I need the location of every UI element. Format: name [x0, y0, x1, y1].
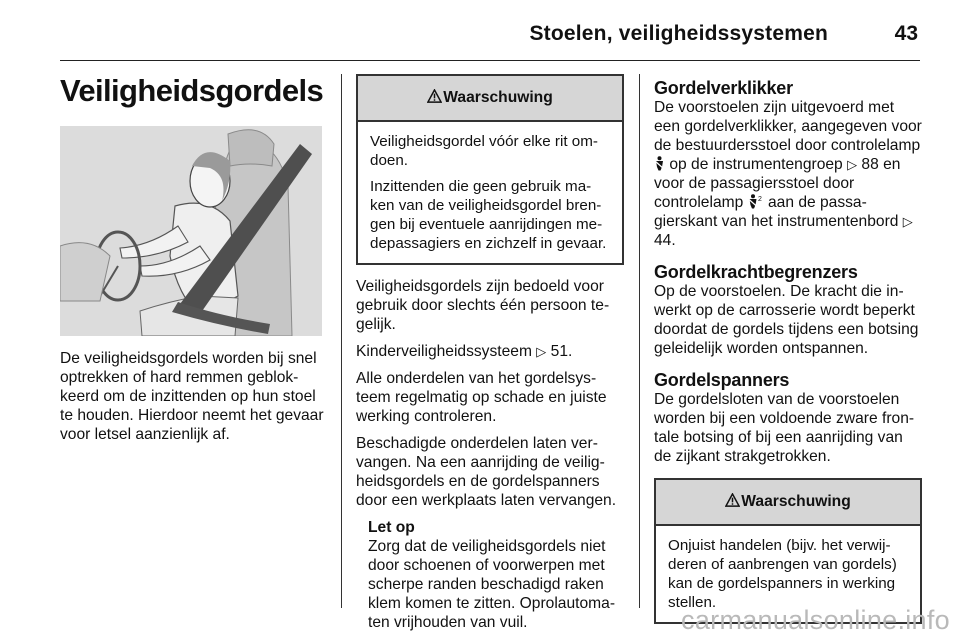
passenger-seatbelt-lamp-icon	[748, 194, 764, 209]
seatbelt-illustration	[60, 126, 322, 336]
warning-line-1: Veiligheidsgordel vóór elke rit omdoen.	[370, 133, 598, 169]
column-divider-2	[639, 74, 640, 608]
paragraph-pretensioners: De gordelsloten van de voorstoelen worden bij een voldoende zware frontale botsing of bij een aanrijding van de zijkant strakgetrokken.	[654, 391, 915, 465]
warning-title-2: Waarschuwing	[741, 493, 851, 510]
paragraph-one-person: Veiligheidsgordels zijn bedoeld voor gebruik door slechts één persoon tegelijk.	[356, 278, 610, 333]
paragraph-belt-reminder	[654, 98, 922, 250]
warning-box-1	[356, 74, 624, 265]
header-divider	[60, 60, 920, 61]
page-ref-arrow-icon: ▷	[847, 157, 858, 172]
note-block	[368, 518, 624, 632]
intro-paragraph: De veiligheidsgordels worden bij snel optrekken of hard remmen geblokkeerd om de inzittenden op hun stoel te houden. Hierdoor neemt het gevaar voor letsel aanzienlijk af.	[60, 350, 324, 443]
column-3	[654, 74, 922, 624]
column-divider-1	[341, 74, 342, 608]
section-title: Veiligheidsgordels	[60, 73, 324, 108]
belt-reminder-ref-88[interactable]: 88 en voor de passagiersstoel door controlelamp	[654, 156, 901, 211]
footer-watermark: carmanualsonline.info	[681, 605, 950, 635]
heading-belt-reminder: Gordelverklikker	[654, 78, 793, 98]
warning-line-2: Inzittenden die geen gebruik maken van de veiligheidsgordel brengen bij eventuele aanrijdingen medepassagiers en zichzelf in gevaar.	[370, 178, 607, 252]
paragraph-force-limiters: Op de voorstoelen. De kracht die inwerkt op de carrosserie wordt beperkt doordat de gordels tijdens een botsing geleidelijk worden ontspannen.	[654, 283, 919, 357]
seatbelt-warning-lamp-icon	[654, 156, 665, 171]
warning-body-1	[358, 122, 622, 263]
child-seat-page-ref[interactable]: 51.	[550, 343, 573, 360]
heading-force-limiters: Gordelkrachtbegrenzers	[654, 262, 858, 282]
warning-triangle-icon	[427, 89, 442, 103]
warning-header-2	[656, 480, 920, 526]
seatbelt-illustration-svg	[60, 126, 322, 336]
note-title: Let op	[368, 519, 415, 536]
belt-reminder-text-a: De voorstoelen zijn uitgevoerd met een gordelverklikker, aangegeven voor de bestuurdersstoel door controlelamp	[654, 99, 922, 154]
note-text: Zorg dat de veiligheidsgordels niet door schoenen of voorwerpen met scherpe randen beschadigd raken klem komen te zitten. Oprolautomaten vrijhouden van vuil.	[368, 538, 616, 631]
page-ref-arrow-icon: ▷	[536, 344, 547, 359]
intro-paragraph-block	[60, 349, 326, 452]
belt-reminder-text-b: op de instrumentengroep	[669, 156, 843, 173]
running-header-title: Stoelen, veiligheidssystemen	[529, 22, 828, 45]
belt-reminder-ref-44[interactable]: 44.	[654, 232, 676, 249]
warning-box-2	[654, 478, 922, 624]
belt-reminder-text-c: aan de passagierskant van het instrumentenbord	[654, 194, 899, 230]
page-ref-arrow-icon: ▷	[902, 214, 913, 229]
page-number: 43	[894, 22, 918, 45]
warning-text-2: Onjuist handelen (bijv. het verwijderen of aanbrengen van gordels) kan de gordelspanners in werking stellen.	[668, 537, 897, 611]
paragraph-inspection: Alle onderdelen van het gordelsysteem regelmatig op schade en juiste werking controleren.	[356, 370, 607, 425]
svg-text:2: 2	[757, 196, 762, 203]
paragraph-child-seat	[356, 342, 624, 361]
column-2	[356, 74, 624, 632]
warning-title-1: Waarschuwing	[443, 89, 553, 106]
warning-triangle-icon	[725, 493, 740, 507]
paragraph-replacement: Beschadigde onderdelen laten vervangen. Na een aanrijding de veiligheidsgordels en de gordelspanners door een werkplaats laten vervangen.	[356, 435, 617, 509]
child-seat-text: Kinderveiligheidssysteem	[356, 343, 532, 360]
warning-header-1	[358, 76, 622, 122]
heading-pretensioners: Gordelspanners	[654, 370, 790, 390]
